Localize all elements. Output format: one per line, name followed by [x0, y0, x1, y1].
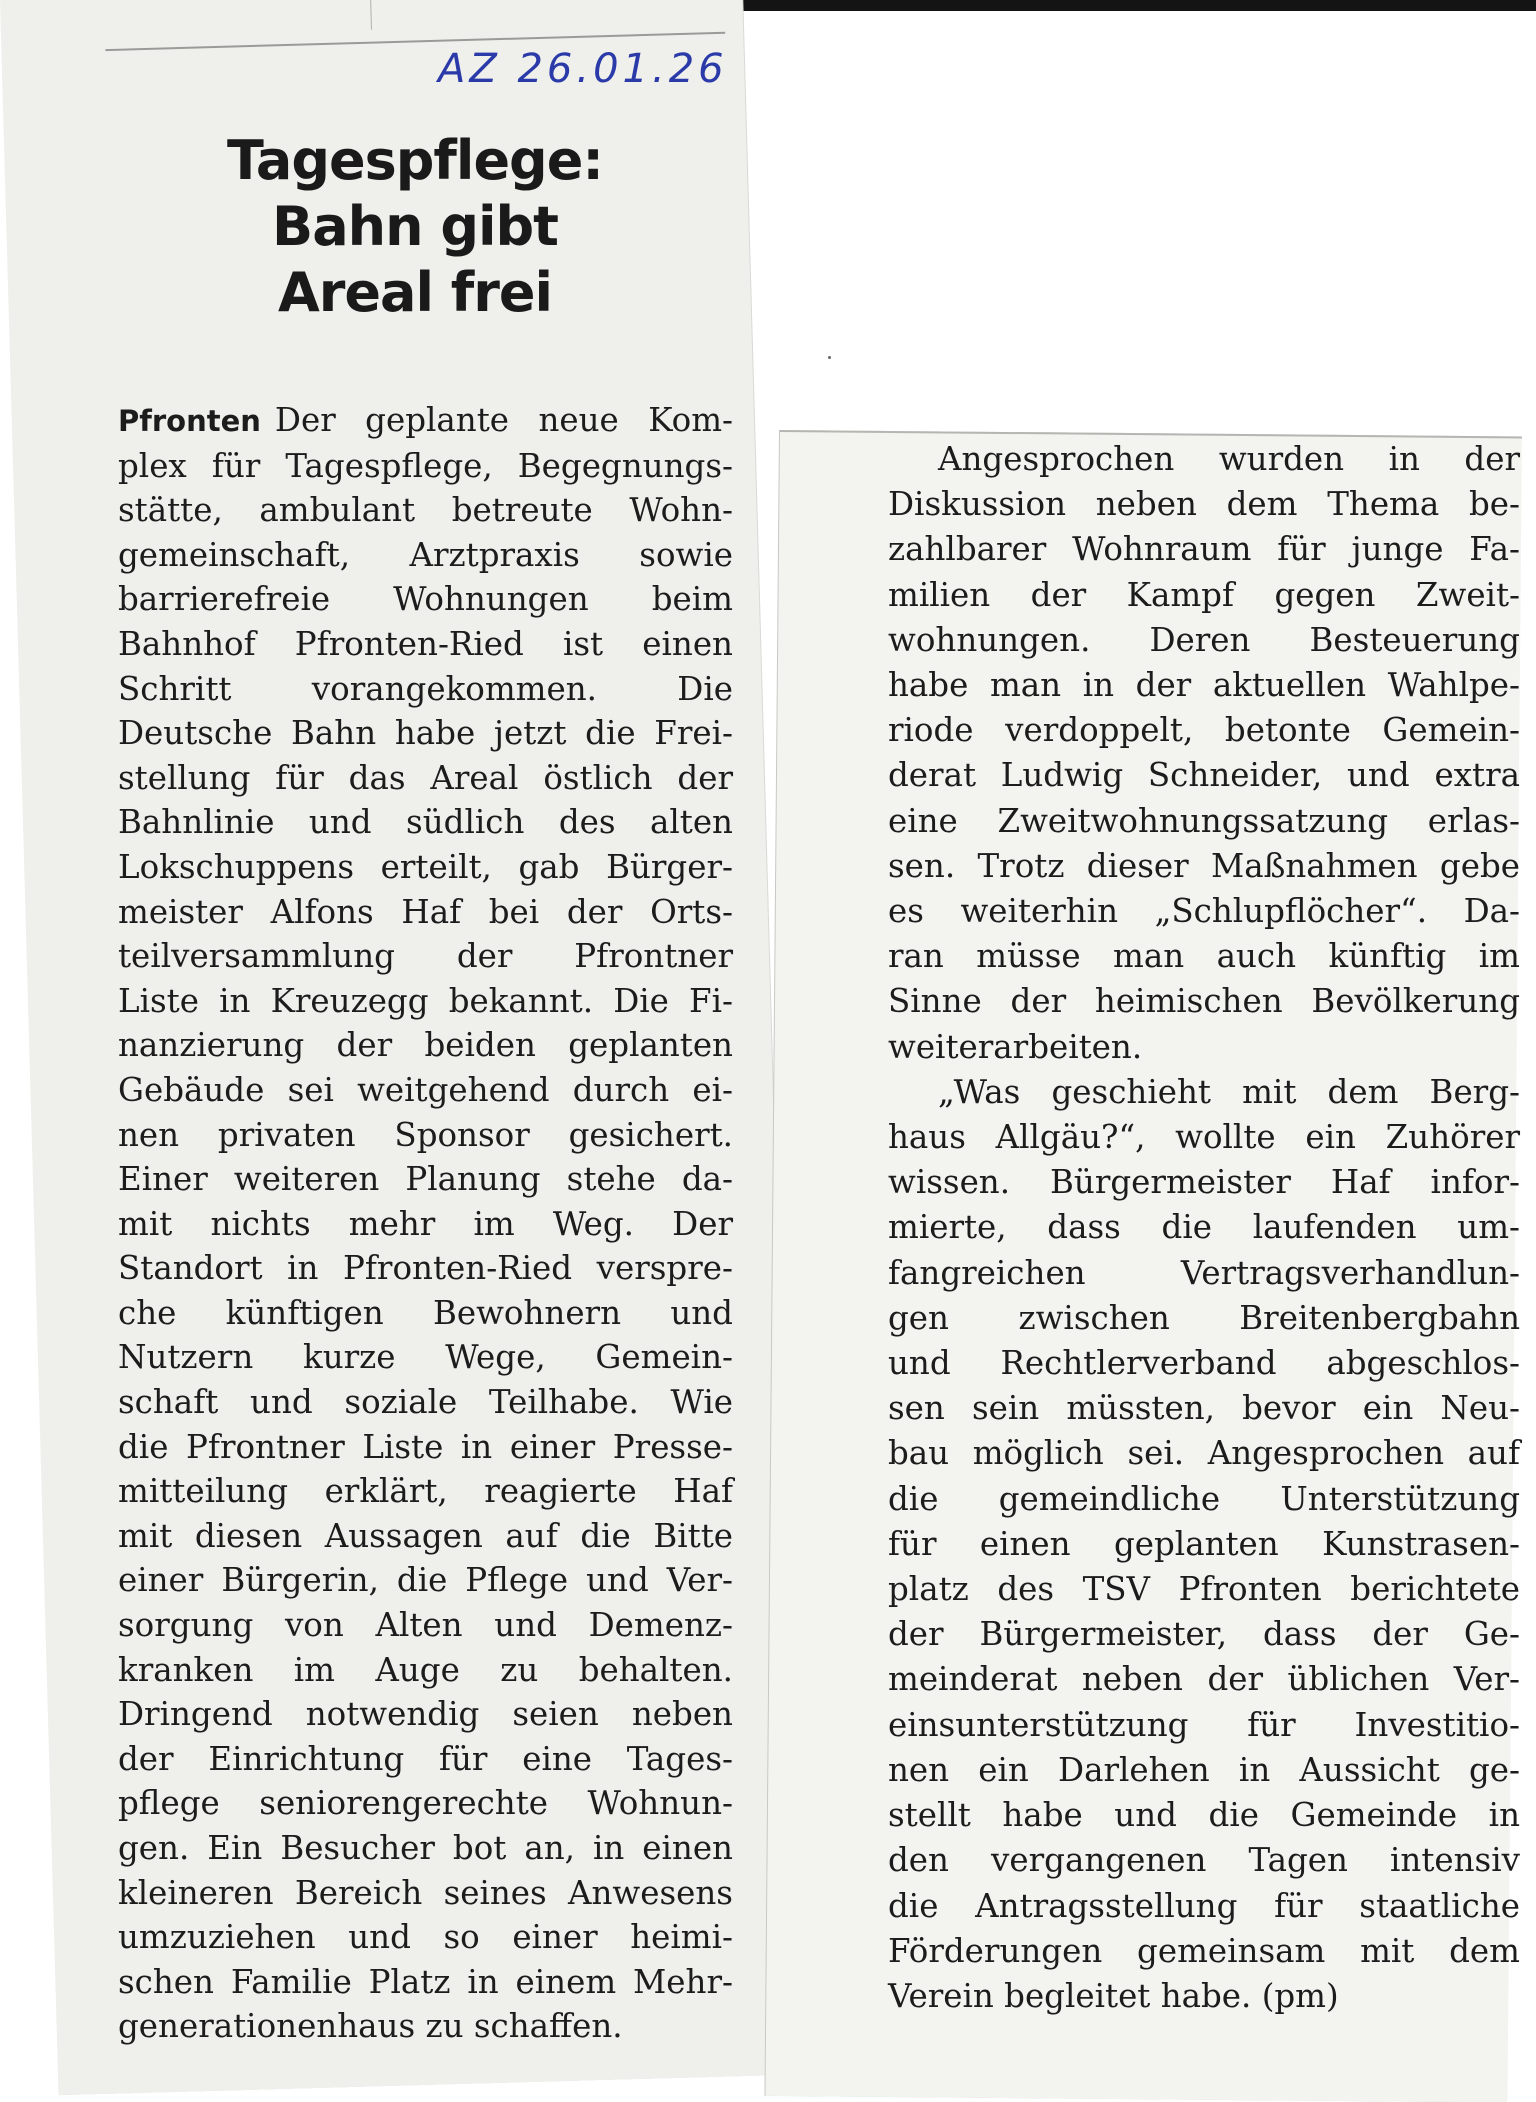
text-line: Einer weiteren Planung stehe da-: [118, 1160, 733, 1199]
text-line: einer Bürgerin, die Pflege und Ver-: [118, 1561, 733, 1600]
text-line: ran müsse man auch künftig im: [888, 937, 1520, 976]
text-line: derat Ludwig Schneider, und extra: [888, 756, 1520, 795]
text-line: nen privaten Sponsor gesichert.: [118, 1115, 733, 1154]
text-line: „Was geschieht mit dem Berg-: [938, 1072, 1520, 1111]
text-line: die Pfrontner Liste in einer Presse-: [118, 1427, 733, 1466]
text-line: habe man in der aktuellen Wahlpe-: [888, 666, 1520, 705]
text-line: pflege seniorengerechte Wohnun-: [118, 1784, 733, 1823]
text-line: gen. Ein Besucher bot an, in einen: [118, 1829, 733, 1867]
text-line: weiterarbeiten.: [888, 1027, 1143, 1066]
text-line: kranken im Auge zu behalten.: [118, 1650, 733, 1689]
handwritten-annotation: AZ 26.01.26: [438, 46, 728, 92]
text-line: riode verdoppelt, betonte Gemein-: [888, 711, 1520, 750]
headline-line: Bahn gibt: [272, 195, 558, 258]
text-line: Nutzern kurze Wege, Gemein-: [118, 1338, 733, 1377]
text-line: kleineren Bereich seines Anwesens: [118, 1873, 733, 1912]
text-line: [118, 398, 733, 444]
text-line: Lokschuppens erteilt, gab Bürger-: [118, 847, 733, 886]
text-line: wissen. Bürgermeister Haf infor-: [888, 1163, 1520, 1202]
text-line: sen sein müssten, bevor ein Neu-: [888, 1389, 1520, 1428]
text-line: fangreichen Vertragsverhandlun-: [888, 1253, 1520, 1292]
text-line: meinderat neben der üblichen Ver-: [888, 1660, 1520, 1699]
text-line: barrierefreie Wohnungen beim: [118, 580, 733, 619]
headline: [210, 128, 620, 326]
text-line: gemeinschaft, Arztpraxis sowie: [118, 535, 733, 574]
text-line: Diskussion neben dem Thema be-: [888, 485, 1520, 524]
text-line: umzuziehen und so einer heimi-: [118, 1918, 733, 1957]
text-line: sorgung von Alten und Demenz-: [118, 1606, 733, 1645]
text-line: gen zwischen Breitenbergbahn: [888, 1298, 1520, 1337]
text-line: Liste in Kreuzegg bekannt. Die Fi-: [118, 981, 733, 1020]
text-line: teilversammlung der Pfrontner: [118, 937, 733, 976]
text-line: schaft und soziale Teilhabe. Wie: [118, 1383, 733, 1422]
text-line: die gemeindliche Unterstützung: [888, 1479, 1520, 1518]
text-line: meister Alfons Haf bei der Orts-: [118, 892, 733, 931]
text-line: eine Zweitwohnungssatzung erlas-: [888, 801, 1520, 840]
text-line: platz des TSV Pfronten berichtete: [888, 1570, 1520, 1609]
headline-line: Tagespflege:: [227, 129, 603, 192]
scan-speck: [828, 356, 831, 359]
text-line: plex für Tagespflege, Begegnungs-: [118, 446, 733, 485]
text-line: haus Allgäu?“, wollte ein Zuhörer: [888, 1118, 1520, 1157]
text-line: mierte, dass die laufenden um-: [888, 1208, 1520, 1247]
article-column-left: [118, 398, 733, 2049]
text-line: mit diesen Aussagen auf die Bitte: [118, 1516, 733, 1555]
article-column-right: [888, 437, 1520, 2019]
text-line: der Bürgermeister, dass der Ge-: [888, 1615, 1520, 1654]
text-line: nanzierung der beiden geplanten: [118, 1026, 733, 1065]
scan-top-border: [726, 0, 1536, 11]
clipping-cut-edge: [0, 0, 372, 40]
text-line: Bahnhof Pfronten-Ried ist einen: [118, 624, 733, 663]
text-line: und Rechtlerverband abgeschlos-: [888, 1344, 1520, 1383]
text-line: Sinne der heimischen Bevölkerung: [888, 982, 1520, 1021]
text-line: einsunterstützung für Investitio-: [888, 1705, 1520, 1744]
dateline: Pfronten: [118, 404, 261, 438]
text-line: Angesprochen wurden in der: [938, 440, 1520, 478]
text-line: es weiterhin „Schlupflöcher“. Da-: [888, 892, 1520, 931]
text-line: stellt habe und die Gemeinde in: [888, 1796, 1520, 1835]
text-line: mitteilung erklärt, reagierte Haf: [118, 1472, 733, 1511]
text-line: mit nichts mehr im Weg. Der: [118, 1204, 733, 1243]
text-line: Dringend notwendig seien neben: [118, 1695, 733, 1734]
text-line: che künftigen Bewohnern und: [118, 1293, 733, 1332]
text-line: Förderungen gemeinsam mit dem: [888, 1931, 1520, 1970]
text-line: die Antragsstellung für staatliche: [888, 1886, 1520, 1925]
text-line-body: Der geplante neue Kom-: [274, 401, 733, 439]
text-line: zahlbarer Wohnraum für junge Fa-: [888, 530, 1520, 569]
text-line: stellung für das Areal östlich der: [118, 758, 733, 797]
text-line: Schritt vorangekommen. Die: [118, 669, 733, 708]
text-line: schen Familie Platz in einem Mehr-: [118, 1962, 733, 2001]
text-line: Bahnlinie und südlich des alten: [118, 803, 733, 842]
text-line: generationenhaus zu schaffen.: [118, 2007, 623, 2046]
text-line: stätte, ambulant betreute Wohn-: [118, 491, 733, 530]
text-line: wohnungen. Deren Besteuerung: [888, 620, 1520, 659]
text-line: nen ein Darlehen in Aussicht ge-: [888, 1750, 1520, 1789]
text-line: Gebäude sei weitgehend durch ei-: [118, 1070, 733, 1109]
text-line: milien der Kampf gegen Zweit-: [888, 575, 1520, 614]
text-line: für einen geplanten Kunstrasen-: [888, 1524, 1520, 1563]
text-line: sen. Trotz dieser Maßnahmen gebe: [888, 846, 1520, 885]
text-line: den vergangenen Tagen intensiv: [888, 1841, 1520, 1880]
text-line: bau möglich sei. Angesprochen auf: [888, 1434, 1520, 1473]
text-line: Standort in Pfronten-Ried verspre-: [118, 1249, 733, 1288]
text-line: Deutsche Bahn habe jetzt die Frei-: [118, 714, 733, 753]
headline-line: Areal frei: [277, 261, 553, 324]
text-line: Verein begleitet habe. (pm): [888, 1976, 1339, 2015]
text-line: der Einrichtung für eine Tages-: [118, 1739, 733, 1778]
